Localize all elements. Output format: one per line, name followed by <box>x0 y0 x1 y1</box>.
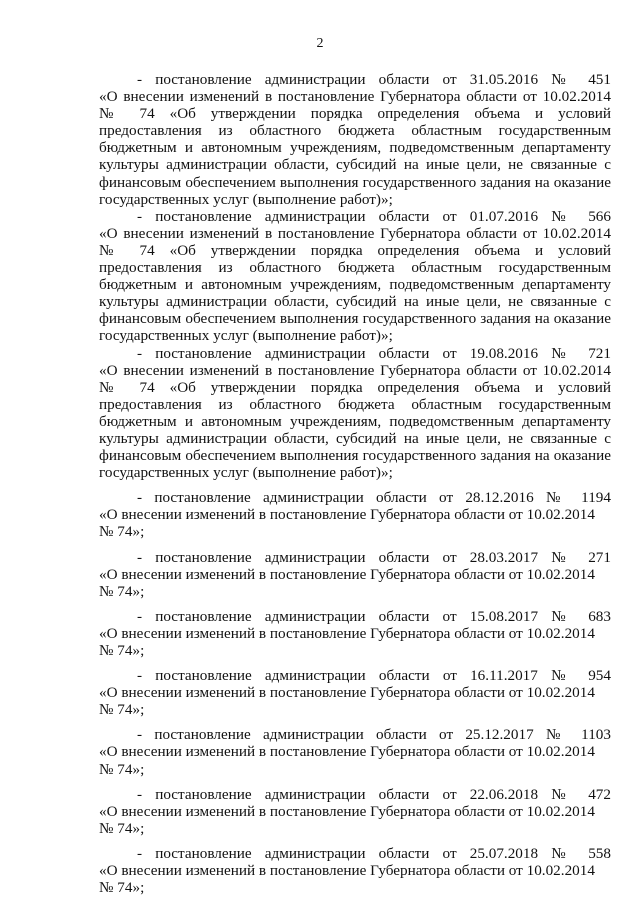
document-body <box>99 71 611 896</box>
list-item-heading: - постановление администрации области от 28.12.2016 № 1194 <box>137 489 611 507</box>
list-item <box>99 208 611 345</box>
list-item-text: «О внесении изменений в постановление Губернатора области от 10.02.2014 № 74»; <box>99 862 595 897</box>
list-item-heading: - постановление администрации области от 01.07.2016 № 566 <box>137 207 611 225</box>
list-item-text: «О внесении изменений в постановление Губернатора области от 10.02.2014 № 74 «Об утверждении порядка определения объема и условий предоставления из областного бюджета областным государственным бюджетным и автономным учреждениям, подведомственным департаменту культуры администрации области, субсидий на иные цели, не связанные с финансовым обеспечением выполнения государственного задания на оказание государственных услуг (выполнение работ)»; <box>99 361 611 482</box>
list-item <box>99 608 611 659</box>
list-item-heading: - постановление администрации области от 28.03.2017 № 271 <box>137 548 611 566</box>
list-item <box>99 71 611 208</box>
list-item-text: «О внесении изменений в постановление Губернатора области от 10.02.2014 № 74»; <box>99 743 595 778</box>
list-item <box>99 845 611 896</box>
page-number: 2 <box>316 36 324 51</box>
list-item-text: «О внесении изменений в постановление Губернатора области от 10.02.2014 № 74»; <box>99 565 595 600</box>
list-item-heading: - постановление администрации области от 22.06.2018 № 472 <box>137 785 611 803</box>
list-item-heading: - постановление администрации области от 16.11.2017 № 954 <box>137 667 611 685</box>
list-item-text: «О внесении изменений в постановление Губернатора области от 10.02.2014 № 74»; <box>99 684 595 719</box>
list-item <box>99 786 611 837</box>
list-item <box>99 549 611 600</box>
list-item-heading: - постановление администрации области от 19.08.2016 № 721 <box>137 344 611 362</box>
list-item-text: «О внесении изменений в постановление Губернатора области от 10.02.2014 № 74»; <box>99 624 595 659</box>
list-item-text: «О внесении изменений в постановление Губернатора области от 10.02.2014 № 74 «Об утверждении порядка определения объема и условий предоставления из областного бюджета областным государственным бюджетным и автономным учреждениям, подведомственным департаменту культуры администрации области, субсидий на иные цели, не связанные с финансовым обеспечением выполнения государственного задания на оказание государственных услуг (выполнение работ)»; <box>99 224 611 345</box>
list-item <box>99 667 611 718</box>
list-item-heading: - постановление администрации области от 15.08.2017 № 683 <box>137 607 611 625</box>
list-item <box>99 726 611 777</box>
list-item-heading: - постановление администрации области от 25.12.2017 № 1103 <box>137 726 611 744</box>
list-item-text: «О внесении изменений в постановление Губернатора области от 10.02.2014 № 74 «Об утверждении порядка определения объема и условий предоставления из областного бюджета областным государственным бюджетным и автономным учреждениям, подведомственным департаменту культуры администрации области, субсидий на иные цели, не связанные с финансовым обеспечением выполнения государственного задания на оказание государственных услуг (выполнение работ)»; <box>99 88 611 208</box>
list-item <box>99 489 611 540</box>
list-item-heading: - постановление администрации области от 31.05.2016 № 451 <box>137 71 611 88</box>
list-item-heading: - постановление администрации области от 25.07.2018 № 558 <box>137 844 611 862</box>
list-item <box>99 345 611 482</box>
list-item-text: «О внесении изменений в постановление Губернатора области от 10.02.2014 № 74»; <box>99 506 595 541</box>
list-item-text: «О внесении изменений в постановление Губернатора области от 10.02.2014 № 74»; <box>99 802 595 837</box>
